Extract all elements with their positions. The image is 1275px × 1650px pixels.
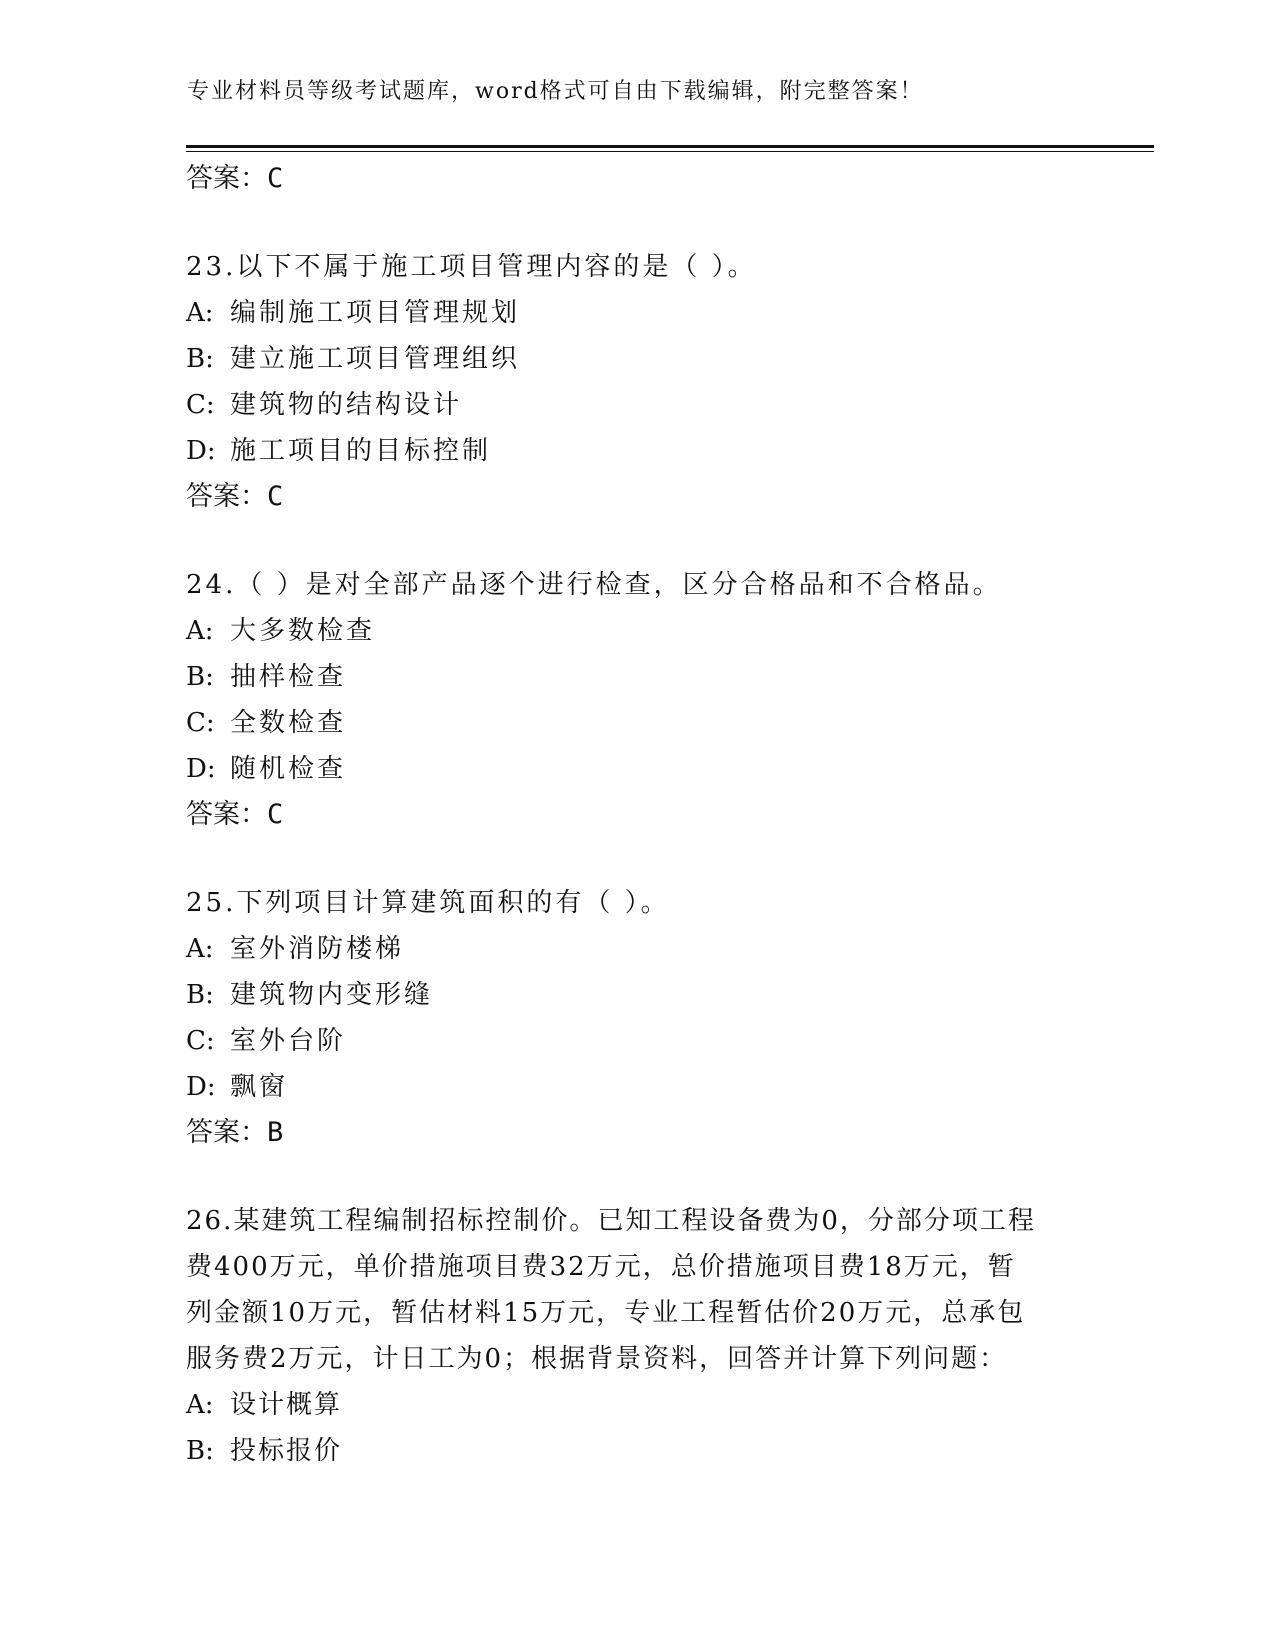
question-26 (186, 1198, 1086, 1474)
option-c: C: 室外台阶 (186, 1026, 347, 1056)
option-b: B: 建筑物内变形缝 (186, 980, 434, 1010)
question-stem-line: 26.某建筑工程编制招标控制价。已知工程设备费为0，分部分项工程 (186, 1206, 1036, 1236)
option-b: B: 投标报价 (186, 1436, 343, 1466)
option-c: C: 建筑物的结构设计 (186, 390, 463, 420)
answer-value: C (267, 163, 284, 194)
option-b: B: 建立施工项目管理组织 (186, 344, 521, 374)
question-list (186, 156, 1086, 1474)
question-stem: 23.以下不属于施工项目管理内容的是（ ）。 (186, 252, 757, 282)
answer-label: 答案： (186, 481, 267, 512)
answer-value: C (267, 799, 284, 830)
question-stem-line: 费400万元，单价措施项目费32万元，总价措施项目费18万元，暂 (186, 1252, 1016, 1282)
answer-value: C (267, 481, 284, 512)
option-d: D: 随机检查 (186, 754, 347, 784)
answer-value: B (267, 1117, 284, 1148)
header-rule-thick (186, 145, 1154, 148)
question-stem: 25.下列项目计算建筑面积的有（ ）。 (186, 888, 670, 918)
option-a: A: 设计概算 (186, 1390, 343, 1420)
question-25 (186, 880, 1086, 1156)
option-c: C: 全数检查 (186, 708, 347, 738)
option-a: A: 大多数检查 (186, 616, 376, 646)
question-stem: 24.（ ）是对全部产品逐个进行检查，区分合格品和不合格品。 (186, 570, 1002, 600)
answer-label: 答案： (186, 1117, 267, 1148)
page-header: 专业材料员等级考试题库，word格式可自由下载编辑，附完整答案！ (187, 79, 924, 104)
option-a: A: 编制施工项目管理规划 (186, 298, 521, 328)
option-d: D: 飘窗 (186, 1072, 289, 1102)
answer-label: 答案： (186, 163, 267, 194)
answer-label: 答案： (186, 799, 267, 830)
answer-line (186, 1110, 1086, 1156)
answer-line (186, 474, 1086, 520)
header-rule-thin (186, 151, 1154, 152)
answer-line (186, 792, 1086, 838)
answer-line (186, 156, 1086, 202)
question-stem-line: 服务费2万元，计日工为0；根据背景资料，回答并计算下列问题： (186, 1344, 1008, 1374)
question-23 (186, 244, 1086, 520)
question-24 (186, 562, 1086, 838)
option-d: D: 施工项目的目标控制 (186, 436, 492, 466)
option-a: A: 室外消防楼梯 (186, 934, 405, 964)
question-stem-line: 列金额10万元，暂估材料15万元，专业工程暂估价20万元，总承包 (186, 1298, 1026, 1328)
option-b: B: 抽样检查 (186, 662, 347, 692)
